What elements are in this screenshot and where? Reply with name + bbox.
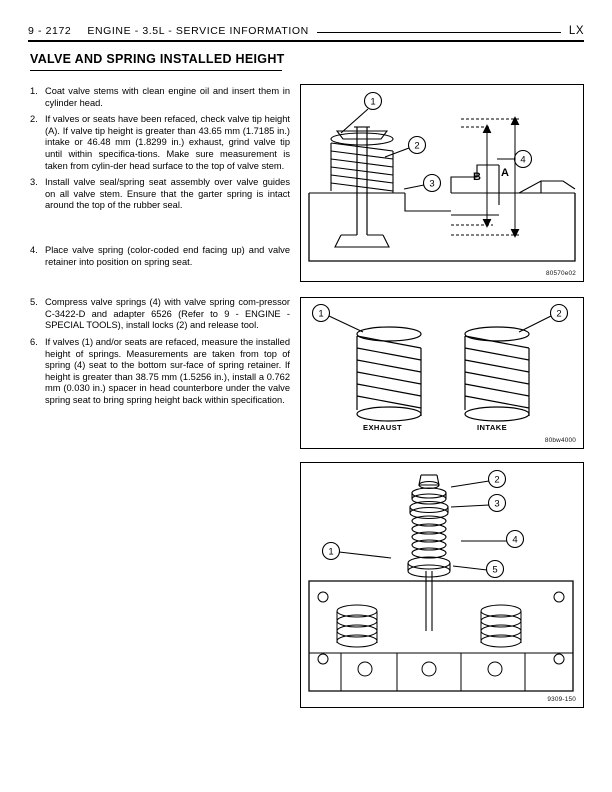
column-spacer [30,217,290,245]
list-item [30,245,290,268]
page-header [28,22,584,40]
step-number: 6. [30,336,38,347]
page-title: VALVE AND SPRING INSTALLED HEIGHT [30,52,285,66]
section-divider [30,70,282,71]
header-title: ENGINE - 3.5L - SERVICE INFORMATION [87,25,309,37]
step-number: 4. [30,244,38,255]
step-number: 5. [30,297,38,308]
svg-text:1: 1 [370,96,376,108]
figure-3-drawing [301,463,582,706]
step-text: Install valve seal/spring seat assembly over valve guides on all valve stem. Ensure that the garter spring is intact around the top of the rubber seal. [45,177,290,211]
step-text: Compress valve springs (4) with valve spring com-pressor C-3422-D and adapter 6526 (Refer to 9 - ENGINE - SPECIAL TOOLS), install locks (2) and release tool. [45,297,290,331]
list-item [30,337,290,407]
figure-spring-installed-height [300,462,584,708]
step-text: Coat valve stems with clean engine oil and insert them in cylinder head. [45,86,290,108]
spring-label-intake: INTAKE [477,423,508,432]
step-number: 3. [30,177,38,188]
svg-text:2: 2 [556,308,562,320]
step-text: If valves or seats have been refaced, check valve tip height (A). If valve tip height is greater than 43.65 mm (1.7185 in.) intake or 46.48 mm (1.8299 in.) exhaust, grind valve tip until within specifica-tions. Make sure measurement is taken from cylin-der head surface to the top of valve stem. [45,114,290,171]
svg-text:B: B [473,171,481,183]
svg-text:4: 4 [512,534,518,546]
svg-text:5: 5 [492,564,498,576]
svg-text:4: 4 [520,154,526,166]
list-item [30,114,290,172]
step-number: 2. [30,114,38,125]
step-number: 1. [30,86,38,96]
figure-2-drawing [301,298,582,447]
header-right-label: LX [568,25,584,37]
figure-code: 80bw4000 [544,437,576,444]
figure-code: 9309-150 [547,696,576,703]
figure-valve-tip-height [300,84,584,282]
list-item [30,297,290,332]
svg-text:2: 2 [494,474,500,486]
svg-text:A: A [501,167,509,179]
figure-code: 80570e02 [545,270,576,277]
figure-1-drawing [301,85,582,280]
list-item [30,86,290,109]
header-divider [28,40,584,42]
svg-text:1: 1 [318,308,324,320]
column-spacer [30,273,290,297]
svg-text:3: 3 [494,498,500,510]
figure-valve-springs [300,297,584,449]
header-page-number: 9 - 2172 [28,25,72,37]
list-item [30,177,290,212]
instruction-list [30,86,290,411]
spring-label-exhaust: EXHAUST [363,423,403,432]
svg-text:1: 1 [328,546,334,558]
svg-text:2: 2 [414,140,420,152]
header-rule [317,32,561,33]
step-text: Place valve spring (color-coded end facing up) and valve retainer into position on spring seat. [45,244,290,267]
step-text: If valves (1) and/or seats are refaced, measure the installed height of springs. Measurements are taken from top of spring (4) seat to the bottom sur-face of spring retainer. If height is greater than 38.75 mm (1.5256 in.), install a 0.762 mm (0.030 in.) spacer in head counterbore under the valve spring seat to bring spring height back within specification. [45,336,290,405]
svg-text:3: 3 [429,178,435,190]
